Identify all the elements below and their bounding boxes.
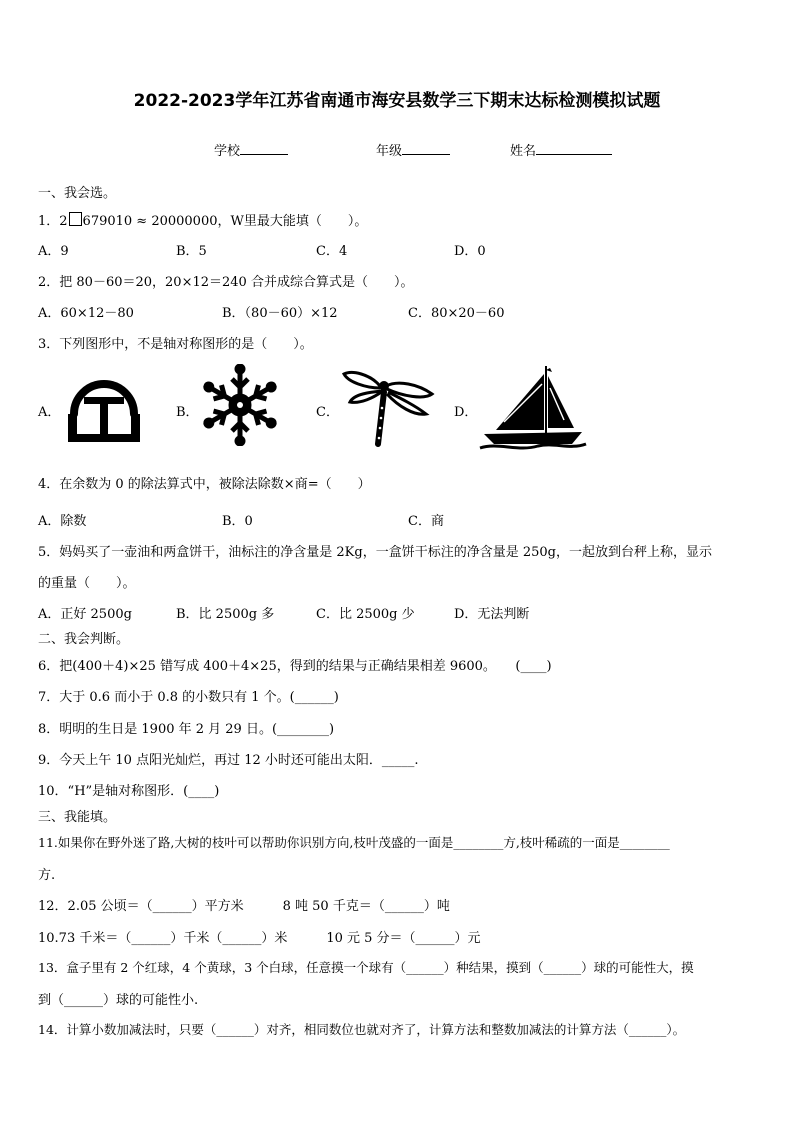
question-4: 4．在余数为 0 的除法算式中，被除法除数×商=（ ） xyxy=(38,477,371,492)
sailboat-icon xyxy=(478,364,588,452)
q1-prefix: 1．2 xyxy=(38,214,68,229)
q5-option-b: B．比 2500g 多 xyxy=(176,607,275,622)
q4-option-c: C．商 xyxy=(408,514,444,529)
question-14: 14．计算小数加减法时，只要（______）对齐，相同数位也就对齐了，计算方法和整数加减法的计算方法（______）。 xyxy=(38,1022,686,1037)
q5-option-a: A．正好 2500g xyxy=(38,607,132,622)
grade-blank xyxy=(402,142,450,155)
q4-option-a: A．除数 xyxy=(38,514,87,529)
question-5-line-1: 5．妈妈买了一壶油和两盒饼干，油标注的净含量是 2Kg，一盒饼干标注的净含量是 250g，一起放到台秤上称，显示 xyxy=(38,545,712,560)
question-10: 10．“H”是轴对称图形．(____) xyxy=(38,784,220,799)
school-blank xyxy=(240,142,288,155)
school-field xyxy=(214,140,288,159)
grade-label: 年级 xyxy=(376,144,403,159)
question-8: 8．明明的生日是 1900 年 2 月 29 日。(________) xyxy=(38,722,335,737)
snowflake-icon xyxy=(202,364,278,446)
question-5-line-2: 的重量（ ）。 xyxy=(38,576,136,591)
question-1 xyxy=(38,210,367,229)
q1-suffix: 679010 ≈ 20000000，W里最大能填（ ）。 xyxy=(82,214,368,229)
q4-option-b: B．0 xyxy=(222,514,253,529)
name-label: 姓名 xyxy=(510,144,537,159)
q2-option-c: C．80×20－60 xyxy=(408,306,505,321)
question-11-line-2: 方. xyxy=(38,868,56,883)
name-field xyxy=(510,140,612,159)
question-9: 9．今天上午 10 点阳光灿烂，再过 12 小时还可能出太阳．_____. xyxy=(38,753,419,768)
q2-option-a: A．60×12－80 xyxy=(38,306,134,321)
q5-option-c: C．比 2500g 少 xyxy=(316,607,415,622)
q1-option-c: C．4 xyxy=(316,244,348,259)
section-heading-1: 一、我会选。 xyxy=(38,186,117,201)
question-12-line-1: 12．2.05 公顷＝（______）平方米 8 吨 50 千克＝（______）吨 xyxy=(38,899,450,914)
q3-option-b: B． xyxy=(176,405,199,420)
blank-box xyxy=(69,212,82,226)
question-3: 3．下列图形中，不是轴对称图形的是（ ）。 xyxy=(38,337,313,352)
exam-title: 2022-2023学年江苏省南通市海安县数学三下期末达标检测模拟试题 xyxy=(133,91,661,111)
question-7: 7．大于 0.6 而小于 0.8 的小数只有 1 个。(______) xyxy=(38,690,339,705)
q1-option-d: D．0 xyxy=(454,244,486,259)
q3-option-d: D． xyxy=(454,405,478,420)
question-12-line-2: 10.73 千米＝（______）千米（______）米 10 元 5 分＝（______）元 xyxy=(38,931,481,946)
question-13-line-2: 到（______）球的可能性小. xyxy=(38,993,199,1008)
q1-option-b: B．5 xyxy=(176,244,207,259)
q2-option-b: B．（80－60）×12 xyxy=(222,306,338,321)
question-13-line-1: 13．盒子里有 2 个红球，4 个黄球，3 个白球，任意摸一个球有（______）种结果，摸到（______）球的可能性大，摸 xyxy=(38,960,694,975)
q3-option-c: C． xyxy=(316,405,339,420)
section-heading-3: 三、我能填。 xyxy=(38,810,117,825)
grade-field xyxy=(376,140,450,159)
question-2: 2．把 80－60＝20，20×12＝240 合并成综合算式是（ ）。 xyxy=(38,275,414,290)
school-label: 学校 xyxy=(214,144,241,159)
q1-option-a: A．9 xyxy=(38,244,69,259)
section-heading-2: 二、我会判断。 xyxy=(38,632,130,647)
subway-logo-icon xyxy=(64,364,144,448)
name-blank xyxy=(536,142,612,155)
question-6: 6．把(400＋4)×25 错写成 400＋4×25，得到的结果与正确结果相差 9600。 (____) xyxy=(38,659,552,674)
question-11-line-1: 11.如果你在野外迷了路,大树的枝叶可以帮助你识别方向,枝叶茂盛的一面是________方,枝叶稀疏的一面是________ xyxy=(38,835,670,850)
dragonfly-icon xyxy=(340,364,436,450)
q3-option-a: A． xyxy=(38,405,61,420)
q5-option-d: D．无法判断 xyxy=(454,607,530,622)
